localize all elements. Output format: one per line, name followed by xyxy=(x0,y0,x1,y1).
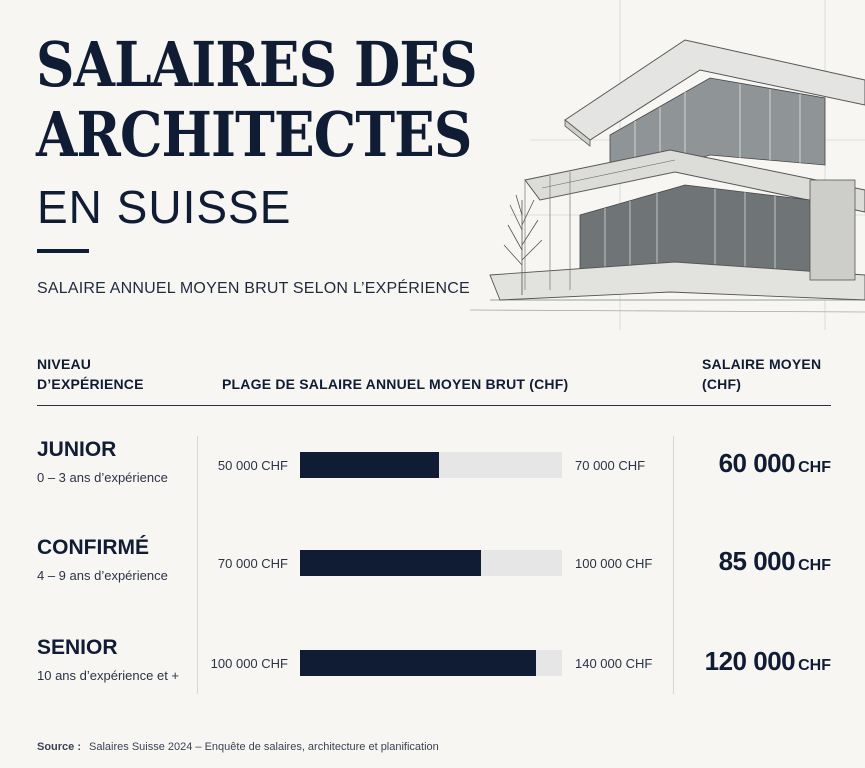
average-unit: CHF xyxy=(798,459,831,476)
level-experience: 10 ans d’expérience et + xyxy=(37,668,180,683)
column-header-range: PLAGE DE SALAIRE ANNUEL MOYEN BRUT (CHF) xyxy=(222,376,569,392)
title-line-2: ARCHITECTES xyxy=(36,98,472,171)
average-value: 60 000 xyxy=(718,448,796,478)
average-salary xyxy=(705,646,831,677)
level-name: CONFIRMÉ xyxy=(37,536,149,559)
header-divider xyxy=(37,405,831,406)
range-min-label: 50 000 CHF xyxy=(217,458,288,473)
range-bar-fill xyxy=(300,650,536,676)
level-name: SENIOR xyxy=(37,636,118,659)
range-max-label: 140 000 CHF xyxy=(575,656,653,671)
salary-row-senior xyxy=(0,636,865,726)
salary-row-junior xyxy=(0,438,865,528)
range-min-label: 70 000 CHF xyxy=(217,556,288,571)
chart-caption: SALAIRE ANNUEL MOYEN BRUT SELON L’EXPÉRIENCE xyxy=(37,280,470,297)
range-bar-track xyxy=(300,650,562,676)
building-sketch-illustration xyxy=(470,0,865,340)
source-note xyxy=(37,741,439,753)
title-line-3: EN SUISSE xyxy=(37,181,292,233)
column-header-level: NIVEAU D’EXPÉRIENCE xyxy=(37,356,144,392)
range-bar-track xyxy=(300,550,562,576)
range-bar-track xyxy=(300,452,562,478)
range-bar-fill xyxy=(300,550,481,576)
level-experience: 0 – 3 ans d’expérience xyxy=(37,470,168,485)
title-line-1: SALAIRES DES xyxy=(36,28,477,101)
range-max-label: 70 000 CHF xyxy=(575,458,646,473)
range-bar-fill xyxy=(300,452,439,478)
range-max-label: 100 000 CHF xyxy=(575,556,653,571)
level-experience: 4 – 9 ans d’expérience xyxy=(37,568,168,583)
average-unit: CHF xyxy=(798,657,831,674)
salary-row-confirme xyxy=(0,536,865,626)
average-value: 85 000 xyxy=(718,546,796,576)
average-salary xyxy=(719,546,831,577)
source-text: Salaires Suisse 2024 – Enquête de salaires, architecture et planification xyxy=(89,741,439,753)
range-min-label: 100 000 CHF xyxy=(210,656,288,671)
column-header-average: SALAIRE MOYEN (CHF) xyxy=(702,356,822,392)
source-label: Source : xyxy=(37,741,82,753)
level-name: JUNIOR xyxy=(37,438,117,461)
average-unit: CHF xyxy=(798,557,831,574)
average-value: 120 000 xyxy=(704,646,796,676)
accent-rule xyxy=(37,249,89,253)
average-salary xyxy=(719,448,831,479)
